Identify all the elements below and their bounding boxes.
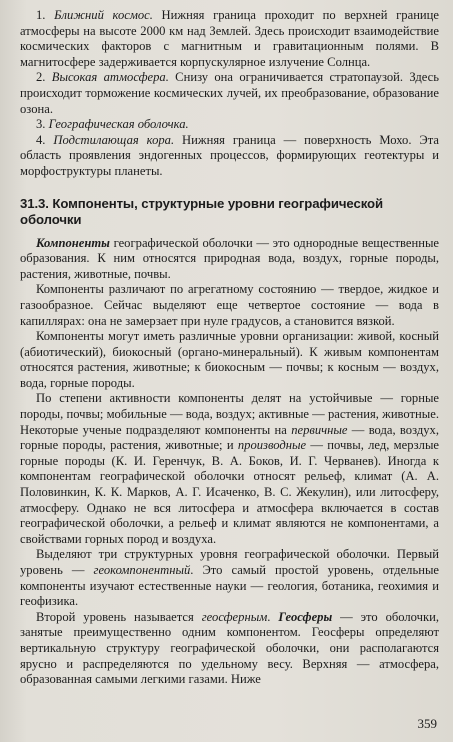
term-geospheric: геосферным: [201, 609, 268, 624]
page-number: 359: [417, 716, 437, 731]
paragraph-text: географической оболочки — это однородные вещественные образования. К ним относятся природная вода, воздух, горные породы, растения, животные, почвы.: [20, 235, 439, 281]
term-primary: первичные: [291, 422, 348, 437]
term-components: Компоненты: [36, 235, 110, 250]
list-item-geographic-envelope: [20, 117, 439, 133]
term-geocomponent: геокомпонентный: [93, 563, 191, 577]
item-text: Нижняя граница проходит по верхней границе атмосферы на высоте 2000 км над Землей. Здесь происходит взаимодействие космических факторов с магнитным и гравитационным полями. В магнитосфере задерживается корпускулярное излучение Солнца.: [20, 8, 439, 69]
item-term: Ближний космос.: [54, 8, 153, 22]
list-item-underlying-crust: [20, 133, 439, 180]
item-number: 3.: [36, 117, 49, 132]
paragraph-text: По степени активности компоненты делят на устойчивые — горные породы, почвы; мобильные — вода, воздух; активные — растения, животные. Некоторые ученые подразделяют компоненты на: [20, 391, 439, 437]
term-geospheres: Геосферы: [278, 609, 333, 624]
list-item-high-atmosphere: [20, 70, 439, 117]
paragraph-structural-levels: [20, 547, 439, 609]
paragraph-text: — вода, воздух, горные породы, растения, животные; и: [20, 422, 439, 453]
paragraph-text: .: [267, 609, 279, 624]
paragraph-components-definition: [20, 236, 439, 283]
section-heading: 31.3. Компоненты, структурные уровни географической оболочки: [20, 195, 384, 227]
item-term: Высокая атмосфера.: [51, 70, 169, 85]
item-text: Нижняя граница — поверхность Мохо. Эта область проявления эндогенных процессов, формирующих геотектуры и морфоструктуры планеты.: [20, 132, 439, 178]
item-term: Географическая оболочка.: [48, 117, 189, 132]
paragraph-text: — почвы, лед, мерзлые горные породы (К. И. Геренчук, В. А. Боков, И. Г. Черванев). Иногда к компонентам географической оболочки относят рельеф, климат (А. А. Половинкин, К. К. Марков, А. Г. Исаченко, В. С. Жекулин), или литосферу, атмосферу. Однако не вся литосфера и атмосфера включается в состав географической оболочки, а рельеф и климат являются не компонентами, а свойствами горных пород и воздуха.: [20, 438, 439, 546]
item-term: Подстилающая кора.: [53, 132, 175, 147]
item-text: Снизу она ограничивается стратопаузой. Здесь происходит торможение космических лучей, их преобразование, образование озона.: [20, 70, 439, 116]
paragraph-text: . Это самый простой уровень, отдельные компоненты изучают естественные науки — геология, ботаника, геохимия и геофизика.: [20, 563, 439, 609]
item-number: 1.: [36, 8, 55, 22]
paragraph-text: — это оболочки, занятые преимущественно одним компонентом. Геосферы определяют вертикальную структуру географической оболочки, они располагаются ярусно и распределяются по удельному весу. Верхняя — атмосфера, образованная самыми легкими газами. Ниже: [20, 609, 439, 687]
paragraph-text: Выделяют три структурных уровня географической оболочки. Первый уровень —: [20, 547, 439, 577]
paragraph-organization-levels: Компоненты могут иметь различные уровни организации: живой, косный (абиотический), биокосный (органо-минеральный). К живым компонентам относятся растения, животные; к биокосным — почвы; к косным — воздух, вода, горные породы.: [20, 329, 439, 390]
term-derived: производные: [237, 438, 307, 453]
paragraph-activity-degree: [20, 391, 439, 547]
paragraph-aggregate-state: Компоненты различают по агрегатному состоянию — твердое, жидкое и газообразное. Сейчас выделяют еще четвертое состояние — вода в капиллярах: она не замерзает при нуле градусов, а становится вязкой.: [20, 282, 439, 328]
paragraph-geosphere-level: [20, 610, 439, 688]
item-number: 2.: [36, 70, 52, 85]
paragraph-text: Второй уровень называется: [36, 609, 202, 624]
item-number: 4.: [36, 132, 54, 147]
list-item-near-space: [20, 8, 439, 70]
